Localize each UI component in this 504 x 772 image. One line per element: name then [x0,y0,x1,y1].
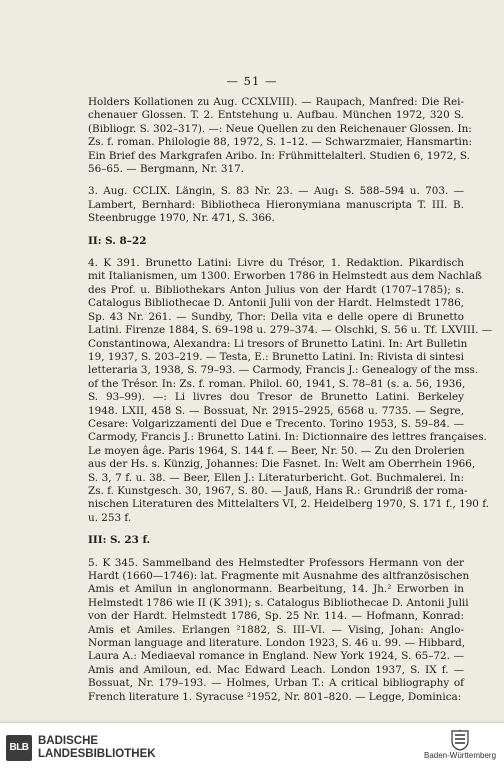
text-line: 19, 1937, S. 203–219. — Testa, E.: Brunetto Latini. In: Rivista di sintesi [88,350,464,363]
text-line: Amis and Amiloun, ed. Mac Edward Leach. London 1937, S. IX f. — [88,663,464,676]
text-line: Laura A.: Mediaeval romance in England. New York 1924, S. 65–72. — [88,650,464,663]
paragraph [88,556,470,704]
text-line: 56–65. — Bergmann, Nr. 317. [88,163,245,176]
text-line: Holders Kollationen zu Aug. CCXLVIII). — Raupach, Manfred: Die Rei- [88,96,464,108]
text-line: S. 3, 7 f. u. 38. — Beer, Ellen J.: Literaturbericht. Got. Buchmalerei. In: [88,471,464,484]
text-line: u. 253 f. [88,511,132,524]
baden-wuerttemberg-logo[interactable] [424,729,496,760]
footer-bar [0,722,504,772]
text-line: Catalogus Bibliothecae D. Antonii Julii von der Hardt. Helmstedt 1786, [88,297,464,310]
library-name-line-1: BADISCHE [38,735,99,747]
text-line: Sp. 43 Nr. 261. — Sundby, Thor: Della vita e delle opere di Brunetto [88,310,464,323]
page-body [88,96,493,704]
state-name: Baden-Württemberg [424,751,497,760]
section-heading: II: S. 8–22 [88,234,147,247]
text-line: Carmody, Francis J.: Brunetto Latini. In: Dictionnaire des lettres françaises. [88,431,487,444]
paragraph-spacer [88,548,464,557]
paragraph [88,185,464,225]
paragraph-spacer [88,226,464,235]
text-line: 5. K 345. Sammelband des Helmstedter Professors Hermann von der [88,556,464,569]
text-line: aus der Hs. s. Künzig, Johannes: Die Fasnet. In: Welt am Oberrhein 1966, [88,458,476,471]
text-line: French literature 1. Syracuse ²1952, Nr. 801–820. — Legge, Dominica: [88,690,462,703]
text-line: 1948. LXII, 458 S. — Bossuat, Nr. 2915–2925, 6568 u. 7735. — Segre, [88,404,464,417]
paragraph-spacer [88,525,464,534]
text-line: Zs. f. Kunstgesch. 30, 1967, S. 80. — Jauß, Hans R.: Grundriß der roma- [88,484,468,497]
library-name-line-2: LANDESBIBLIOTHEK [38,748,156,760]
text-line: Amis et Amiles. Erlangen ²1882, S. III–VI. — Vising, Johan: Anglo- [88,623,464,636]
text-line: Cesare: Volgarizzamenti del Due e Trecento. Torino 1953, S. 59–84. — [88,417,464,430]
text-line: S. 93–99). —: Li livres dou Tresor de Brunetto Latini. Berkeley [88,391,464,404]
page-number: — 51 — [226,74,278,88]
text-line: 4. K 391. Brunetto Latini: Livre du Trésor, 1. Redaktion. Pikardisch [88,257,464,270]
paragraph-spacer [88,248,464,257]
text-line: Latini. Firenze 1884, S. 69–198 u. 279–374. — Olschki, S. 56 u. Tf. LXVIII. — [88,324,493,337]
section-heading: III: S. 23 f. [88,534,151,547]
paragraph [88,96,473,176]
blb-logo[interactable]: BLB [6,735,32,761]
text-line: letteraria 3, 1938, S. 79–93. — Carmody, Francis J.: Genealogy of the mss. [88,364,479,377]
text-line: Zs. f. roman. Philologie 88, 1972, S. 1–12. — Schwarzmaier, Hansmartin: [88,136,473,149]
text-line: Lambert, Bernhard: Bibliotheca Hieronymiana manuscripta T. III. B. [88,198,464,211]
text-line: Bossuat, Nr. 179–193. — Holmes, Urban T.: A critical bibliography of [88,677,464,690]
text-line: Helmstedt 1786 wie II (K 391); s. Catalogus Bibliothecae D. Antonii Julii [88,596,469,609]
text-line: Le moyen âge. Paris 1964, S. 144 f. — Beer, Nr. 50. — Zu den Drolerien [88,444,465,457]
paragraph-spacer [88,176,464,185]
text-line: des Prof. u. Bibliothekars Anton Julius von der Hardt (1707–1785); s. [88,283,464,296]
text-line: chenauer Glossen. T. 2. Entstehung u. Aufbau. München 1972, 320 S. [88,109,464,122]
text-line: Steenbrugge 1970, Nr. 471, S. 366. [88,212,275,225]
text-line: von der Hardt. Helmstedt 1786, Sp. 25 Nr. 114. — Hofmann, Konrad: [88,610,464,623]
text-line: Ein Brief des Markgrafen Aribo. In: Frühmittelalterl. Studien 6, 1972, S. [88,149,470,162]
library-name [38,735,156,761]
text-line: 3. Aug. CCLIX. Längin, S. 83 Nr. 23. — Aug₁ S. 588–594 u. 703. — [88,185,464,198]
text-line: Amis et Amilun in anglonormann. Bearbeitung, 14. Jh.² Erworben in [88,583,464,596]
paragraph [88,257,493,525]
text-line: Constantinowa, Alexandra: Li tresors of Brunetto Latini. In: Art Bulletin [88,337,468,350]
text-line: Hardt (1660—1746): lat. Fragmente mit Ausnahme des altfranzösischen [88,570,470,582]
text-line: Norman language and literature. London 1923, S. 46 u. 99. — Hibbard, [88,637,466,650]
text-line: of the Trésor. In: Zs. f. roman. Philol. 60, 1941, S. 78–81 (s. a. 56, 1936, [88,377,466,390]
text-line: mit Italianismen, um 1300. Erworben 1786 in Helmstedt aus dem Nachlaß [88,270,482,283]
text-line: nischen Literaturen des Mittelalters VI, 2. Heidelberg 1970, S. 171 f., 190 f. [88,498,490,511]
text-line: (Bibliogr. S. 302–317). —: Neue Quellen zu den Reichenauer Glossen. In: [88,122,472,135]
coat-of-arms-icon [451,729,469,751]
